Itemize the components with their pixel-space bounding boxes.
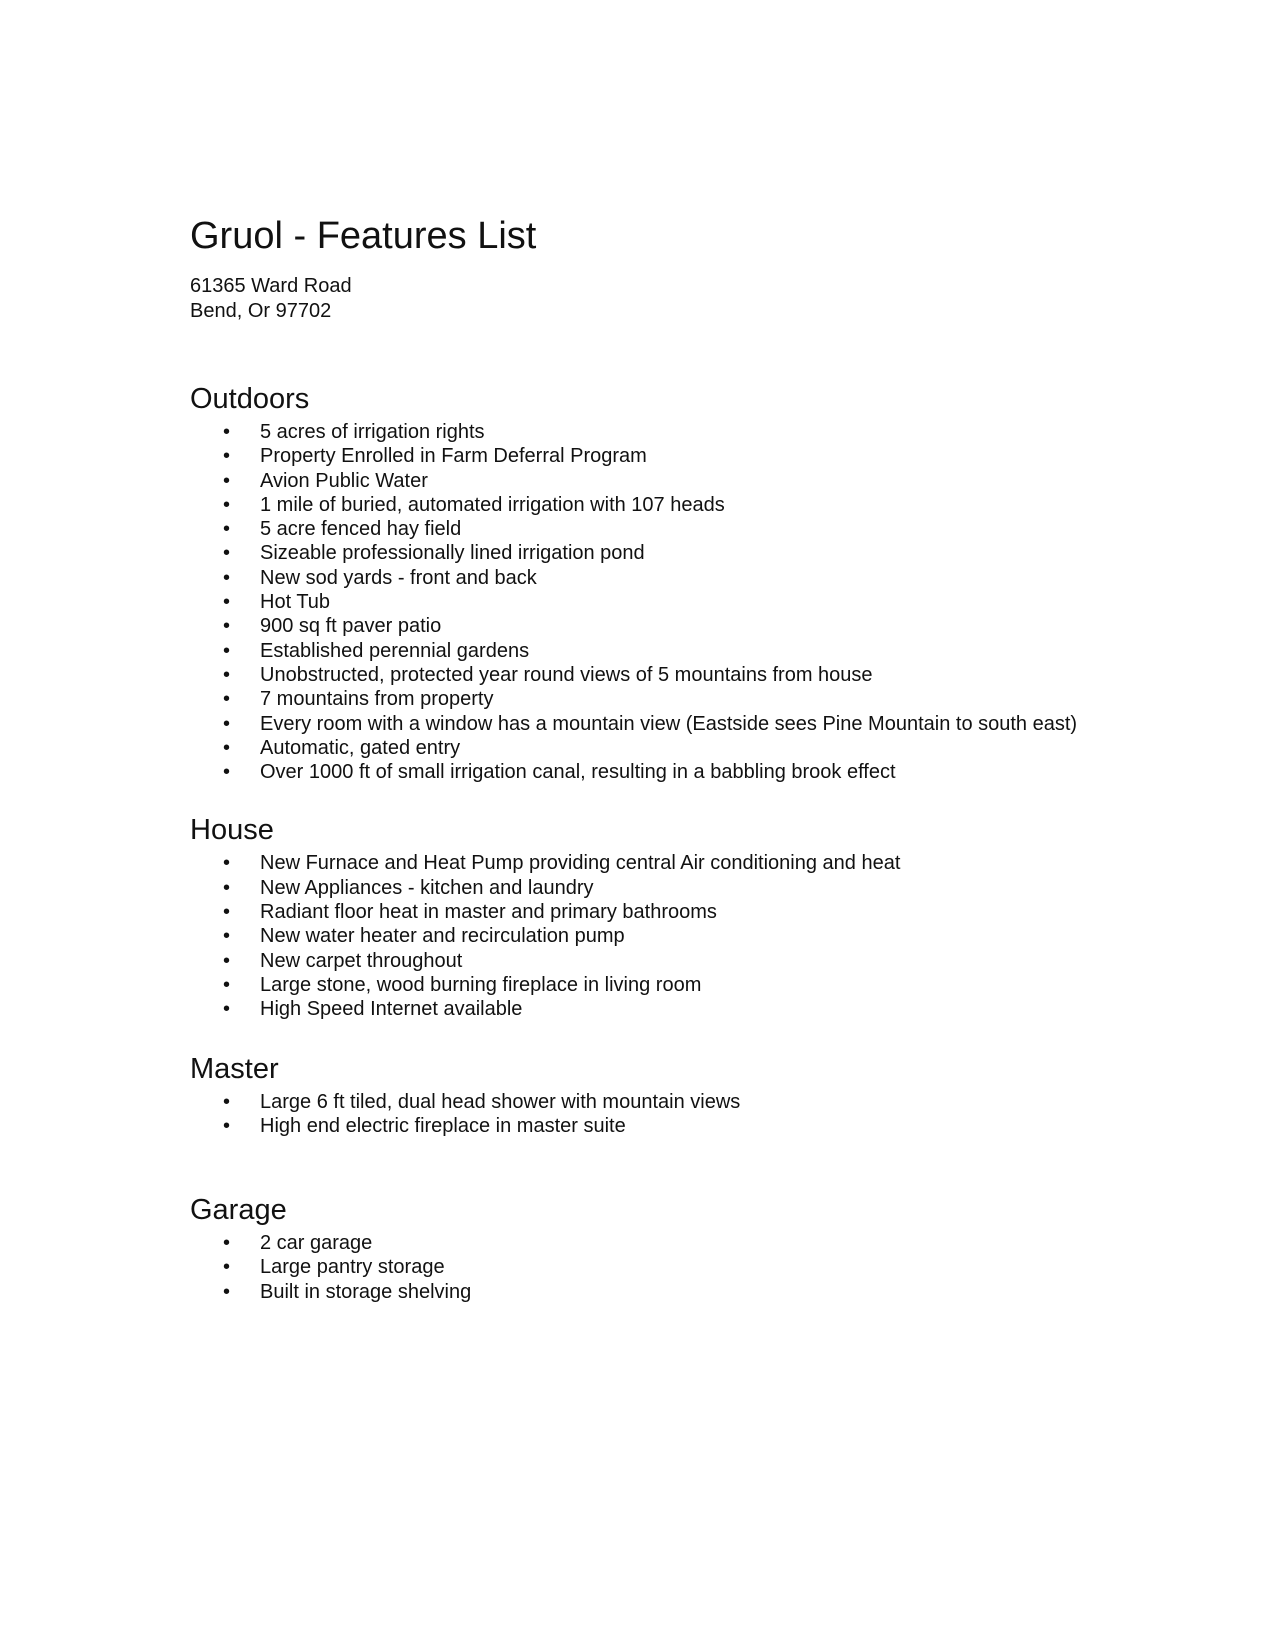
list-item-text: 900 sq ft paver patio [260, 615, 442, 638]
list-item-text: 7 mountains from property [260, 688, 494, 711]
list-item-text: Avion Public Water [260, 469, 428, 492]
list-item [190, 663, 1090, 687]
section-heading-outdoors: Outdoors [190, 383, 310, 415]
bullet-icon: • [223, 445, 231, 468]
feature-list-outdoors [190, 420, 1090, 784]
section-outdoors [190, 381, 1090, 784]
list-item-text: Sizeable professionally lined irrigation pond [260, 542, 645, 565]
list-item [190, 949, 1090, 973]
list-item-text: Large pantry storage [260, 1256, 445, 1279]
bullet-icon: • [223, 591, 231, 614]
list-item-text: 2 car garage [260, 1232, 373, 1255]
list-item [190, 736, 1090, 760]
list-item [190, 1090, 1090, 1114]
list-item-text: Automatic, gated entry [260, 736, 461, 759]
list-item-text: New carpet throughout [260, 949, 463, 972]
list-item-text: High end electric fireplace in master suite [260, 1114, 626, 1137]
section-garage [190, 1192, 1090, 1304]
bullet-icon: • [223, 1256, 231, 1279]
list-item-text: New sod yards - front and back [260, 566, 537, 589]
section-master [190, 1051, 1090, 1139]
bullet-icon: • [223, 925, 231, 948]
list-item-text: 5 acre fenced hay field [260, 518, 462, 541]
section-house [190, 812, 1090, 1021]
list-item-text: New Furnace and Heat Pump providing central Air conditioning and heat [260, 852, 901, 875]
document-page [190, 214, 1090, 1304]
bullet-icon: • [223, 688, 231, 711]
bullet-icon: • [223, 421, 231, 443]
list-item [190, 851, 1090, 875]
list-item [190, 639, 1090, 663]
list-item-text: 1 mile of buried, automated irrigation with 107 heads [260, 493, 725, 516]
bullet-icon: • [223, 712, 231, 735]
list-item-text: Over 1000 ft of small irrigation canal, resulting in a babbling brook effect [260, 761, 896, 784]
bullet-icon: • [223, 876, 231, 899]
document-title: Gruol - Features List [190, 215, 537, 257]
list-item-text: Unobstructed, protected year round views of 5 mountains from house [260, 663, 873, 686]
section-heading-master: Master [190, 1052, 279, 1085]
bullet-icon: • [223, 615, 231, 638]
list-item [190, 590, 1090, 614]
bullet-icon: • [223, 542, 231, 565]
address-block [190, 274, 1090, 324]
list-item [190, 900, 1090, 924]
bullet-icon: • [223, 949, 231, 972]
list-item [190, 876, 1090, 900]
bullet-icon: • [223, 998, 231, 1021]
bullet-icon: • [223, 639, 231, 662]
list-item-text: New water heater and recirculation pump [260, 925, 625, 948]
list-item-text: Large 6 ft tiled, dual head shower with mountain views [260, 1090, 741, 1113]
bullet-icon: • [223, 469, 231, 492]
bullet-icon: • [223, 493, 231, 516]
bullet-icon: • [223, 663, 231, 686]
list-item [190, 566, 1090, 590]
list-item [190, 614, 1090, 638]
bullet-icon: • [223, 1232, 231, 1255]
bullet-icon: • [223, 566, 231, 589]
bullet-icon: • [223, 901, 231, 924]
list-item [190, 760, 1090, 784]
section-heading-garage: Garage [190, 1194, 287, 1227]
list-item [190, 1255, 1090, 1279]
list-item [190, 493, 1090, 517]
list-item [190, 541, 1090, 565]
list-item [190, 997, 1090, 1021]
list-item-text: New Appliances - kitchen and laundry [260, 876, 594, 899]
bullet-icon: • [223, 518, 231, 541]
list-item-text: 5 acres of irrigation rights [260, 421, 485, 443]
bullet-icon: • [223, 761, 231, 784]
list-item [190, 712, 1090, 736]
list-item [190, 469, 1090, 493]
list-item-text: High Speed Internet available [260, 998, 523, 1021]
list-item [190, 1114, 1090, 1138]
bullet-icon: • [223, 973, 231, 996]
bullet-icon: • [223, 1280, 231, 1303]
bullet-icon: • [223, 1114, 231, 1137]
list-item [190, 687, 1090, 711]
bullet-icon: • [223, 1090, 231, 1113]
list-item-text: Large stone, wood burning fireplace in living room [260, 973, 702, 996]
list-item-text: Radiant floor heat in master and primary bathrooms [260, 901, 717, 924]
list-item-text: Established perennial gardens [260, 639, 530, 662]
section-heading-house: House [190, 814, 274, 847]
list-item-text: Property Enrolled in Farm Deferral Program [260, 445, 647, 468]
address-street: 61365 Ward Road [190, 275, 352, 297]
list-item [190, 420, 1090, 444]
list-item [190, 444, 1090, 468]
list-item-text: Hot Tub [260, 591, 331, 614]
bullet-icon: • [223, 852, 231, 875]
list-item-text: Built in storage shelving [260, 1280, 472, 1303]
feature-list-house [190, 851, 1090, 1021]
list-item [190, 924, 1090, 948]
list-item-text: Every room with a window has a mountain view (Eastside sees Pine Mountain to south east) [260, 712, 1078, 735]
address-city: Bend, Or 97702 [190, 300, 332, 322]
feature-list-garage [190, 1231, 1090, 1304]
list-item [190, 1280, 1090, 1304]
list-item [190, 1231, 1090, 1255]
list-item [190, 517, 1090, 541]
list-item [190, 973, 1090, 997]
feature-list-master [190, 1090, 1090, 1139]
bullet-icon: • [223, 736, 231, 759]
